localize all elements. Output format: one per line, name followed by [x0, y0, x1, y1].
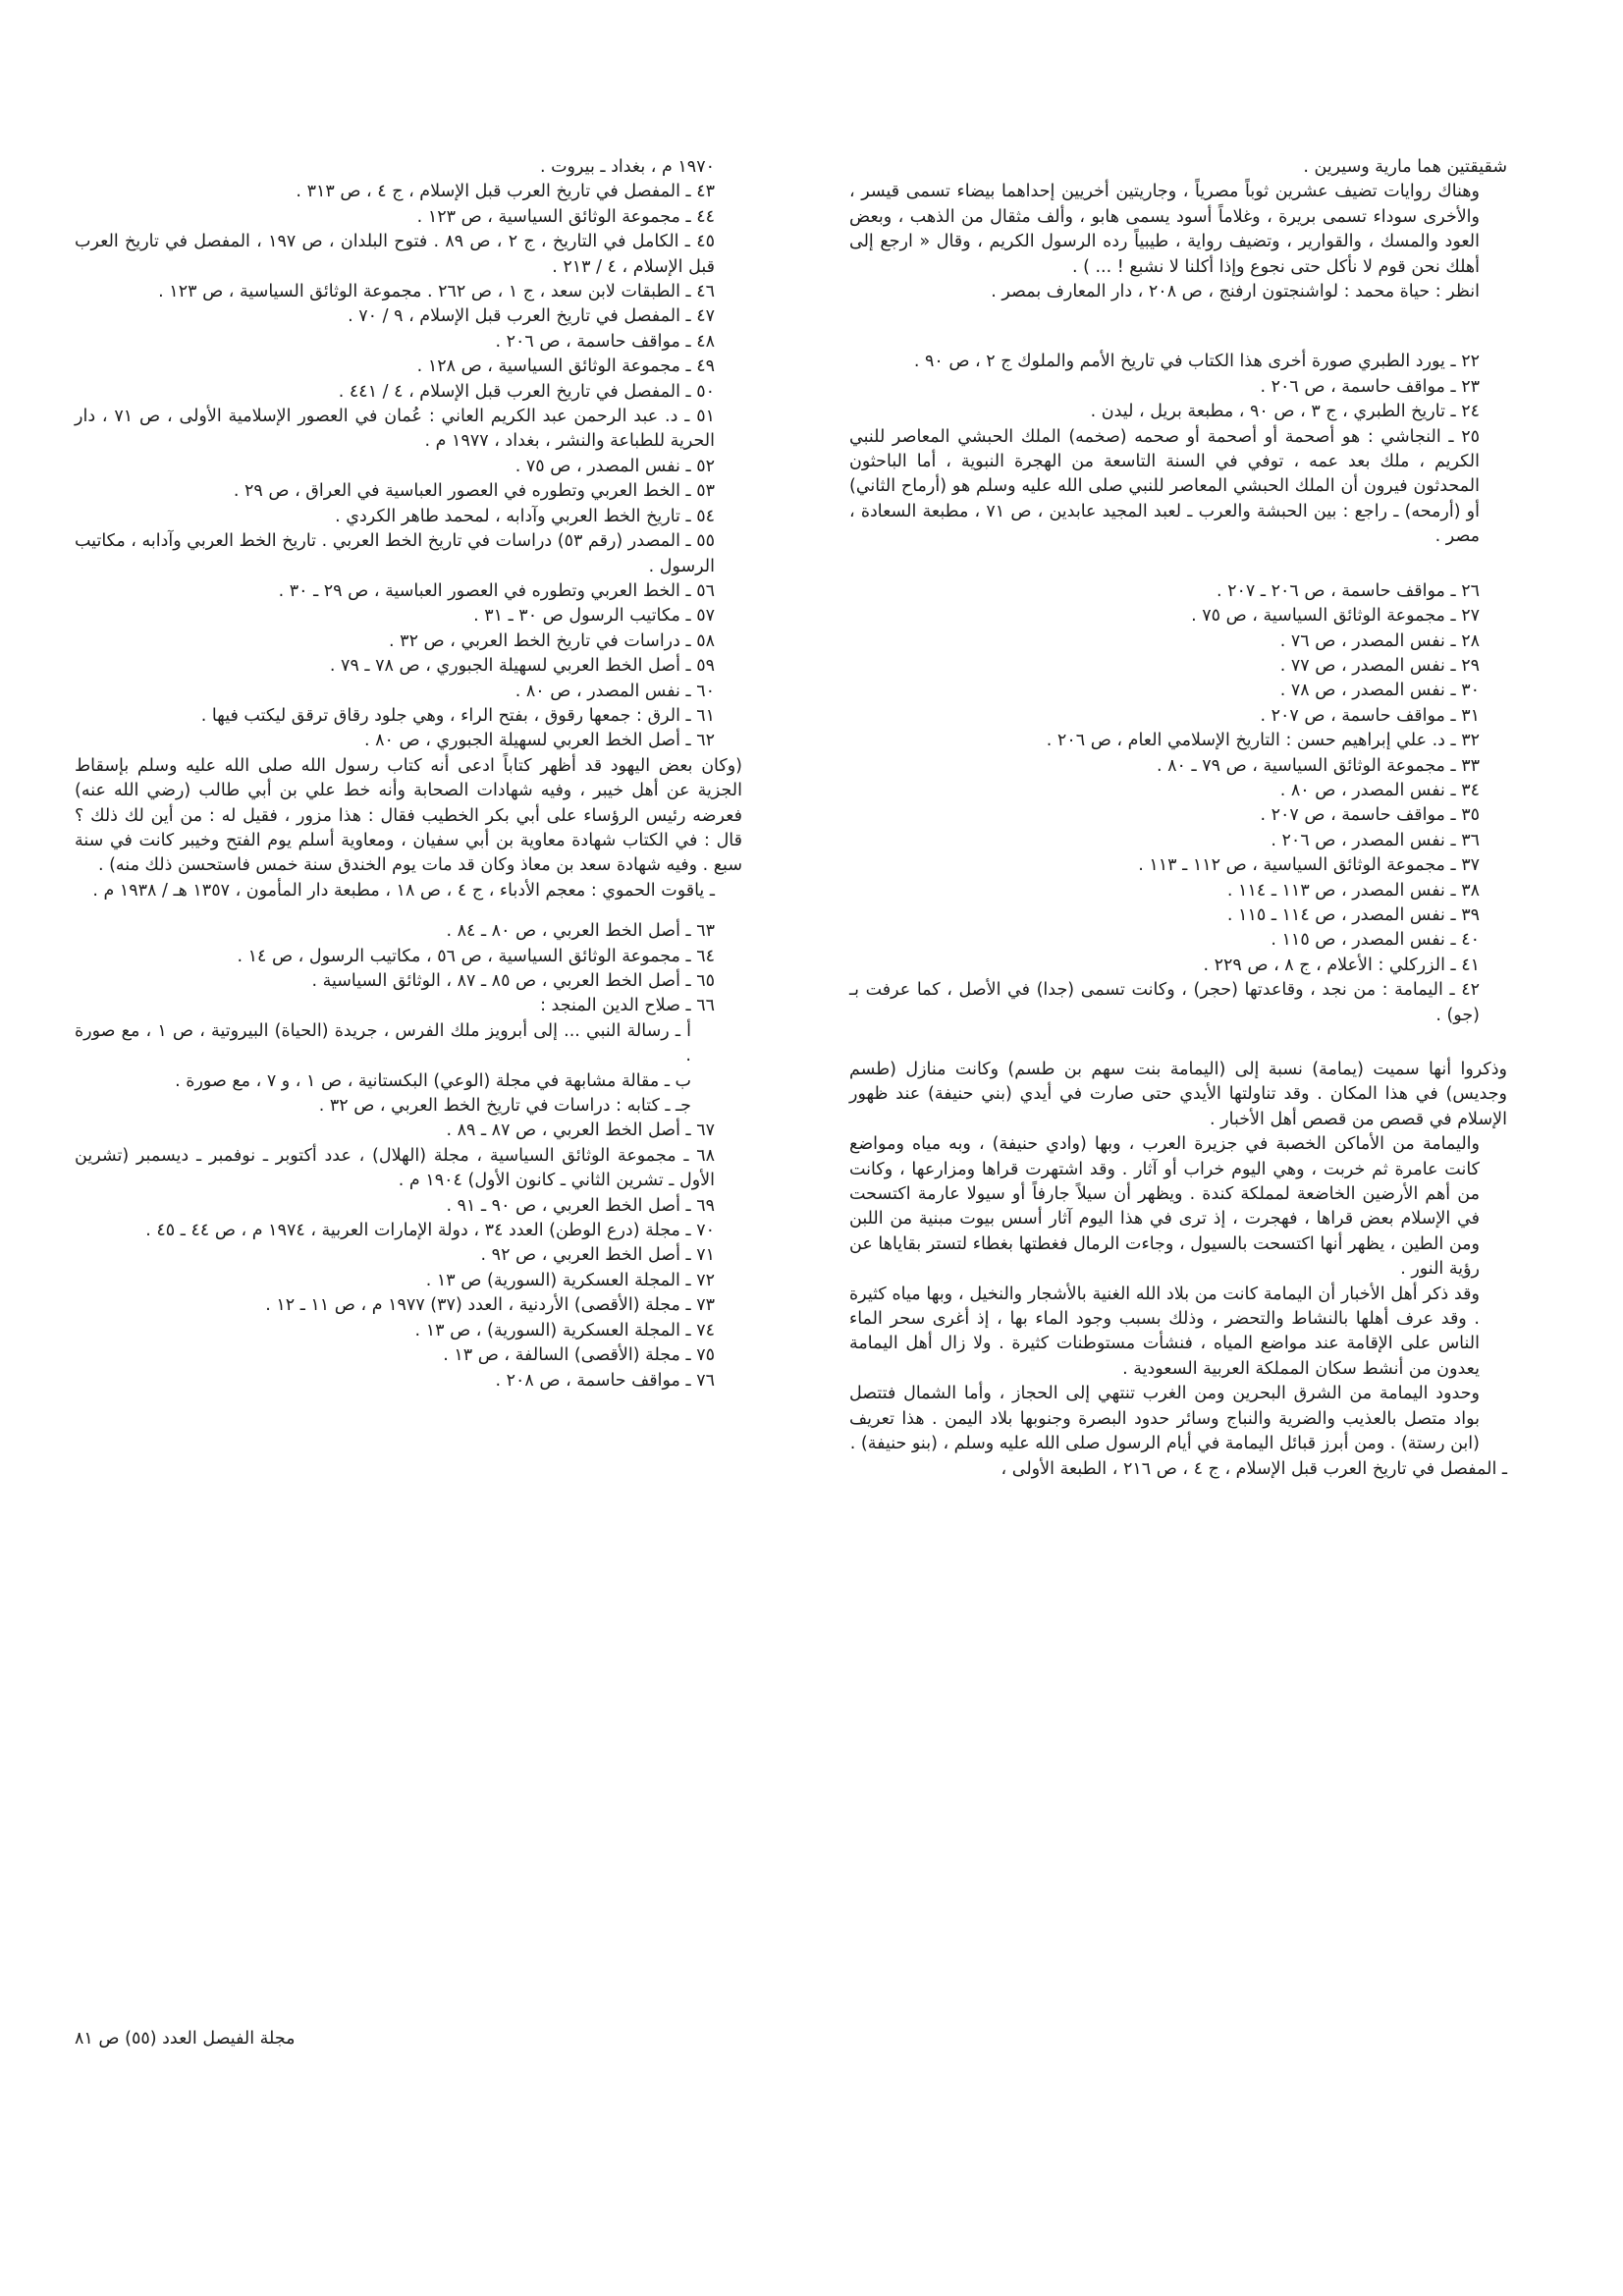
footnote: ٤٤ ـ مجموعة الوثائق السياسية ، ص ١٢٣ . [416, 206, 715, 227]
yamama-paragraph: وحدود اليمامة من الشرق البحرين ومن الغرب تنتهي إلى الحجاز ، وأما الشمال فتتصل بواد متصل بالعذيب والضرية والنباج وسائر حدود البصرة وجنوبها بلاد اليمن . هذا تعريف (ابن رستة) . ومن أبرز قبائل اليمامة في أيام الرسول صلى الله عليه وسلم ، (بنو حنيفة) . [849, 1384, 1480, 1454]
footnote: ٣٤ ـ نفس المصدر ، ص ٨٠ . [1279, 780, 1480, 800]
footnote: ٥٤ ـ تاريخ الخط العربي وآدابه ، لمحمد طاهر الكردي . [335, 506, 715, 526]
footnote: ٥٩ ـ أصل الخط العربي لسهيلة الجبوري ، ص ٧٨ ـ ٧٩ . [329, 656, 715, 677]
footnote: ٣٣ ـ مجموعة الوثائق السياسية ، ص ٧٩ ـ ٨٠ . [1156, 755, 1480, 776]
footnote: ٣٧ ـ مجموعة الوثائق السياسية ، ص ١١٢ ـ ١١٣ . [1138, 855, 1480, 876]
footnote: ٦٦ ـ صلاح الدين المنجد : [540, 996, 715, 1016]
footnote: ٥١ ـ د. عبد الرحمن عبد الكريم العاني : عُمان في العصور الإسلامية الأولى ، ص ٧١ ، دار الحرية للطباعة والنشر ، بغداد ، ١٩٧٧ م . [75, 407, 715, 452]
yamama-paragraph: واليمامة من الأماكن الخصبة في جزيرة العرب ، وبها (وادي حنيفة) ، وبه مياه ومواضع كانت عامرة ثم خربت ، وهي اليوم خراب أو آثار . وقد اشتهرت قراها ومزارعها ، وكانت من أهم الأرضين الخاضعة لمملكة كندة . ويظهر أن سيلاً جارفاً أو سيولا عارمة اكتسحت في الإسلام بعض قراها ، فهجرت ، إذ ترى في هذا اليوم آثار أسس بيوت مبنية من اللبن ومن الطين ، يظهر أنها اكتسحت بالسيول ، وجاءت الرمال فغطتها بغطاء لتستر بقاياها عن رؤية النور . [849, 1134, 1480, 1280]
footnote: ٢٧ ـ مجموعة الوثائق السياسية ، ص ٧٥ . [1191, 606, 1480, 627]
footnote: ٦٨ ـ مجموعة الوثائق السياسية ، مجلة (الهلال) ، عدد أكتوبر ـ نوفمبر ـ ديسمبر (تشرين الأول ـ تشرين الثاني ـ كانون الأول) ١٩٠٤ م . [75, 1145, 715, 1191]
footnote: ٦٧ ـ أصل الخط العربي ، ص ٨٧ ـ ٨٩ . [446, 1121, 715, 1141]
footnote: ٣٩ ـ نفس المصدر ، ص ١١٤ ـ ١١٥ . [1226, 904, 1480, 925]
yamama-paragraph: وقد ذكر أهل الأخبار أن اليمامة كانت من بلاد الله الغنية بالأشجار والنخيل ، وبها مياه كثيرة . وقد عرف أهلها بالنشاط والتحضر ، وذلك بسبب وجود الماء بها ، إذ أغرى سحر الماء الناس على الإقامة عند مواضع المياه ، فنشأت مستوطنات كثيرة . ولا زال أهل اليمامة يعدون من أنشط سكان المملكة العربية السعودية . [849, 1284, 1480, 1379]
footnote: ٢٤ ـ تاريخ الطبري ، ج ٣ ، ص ٩٠ ، مطبعة بريل ، ليدن . [1090, 402, 1480, 422]
sub-footnote: أ ـ رسالة النبي ... إلى أبرويز ملك الفرس ، جريدة (الحياة) البيروتية ، ص ١ ، مع صورة . [75, 1020, 691, 1066]
footnote: ٧١ ـ أصل الخط العربي ، ص ٩٢ . [480, 1245, 715, 1266]
footnote: ٧٥ ـ مجلة (الأقصى) السالفة ، ص ١٣ . [443, 1345, 715, 1366]
footnote: ٦١ ـ الرق : جمعها رقوق ، بفتح الراء ، وهي جلود رقاق ترقق ليكتب فيها . [200, 705, 715, 726]
footnote: ٤٨ ـ مواقف حاسمة ، ص ٢٠٦ . [495, 331, 715, 352]
footnote: ٤١ ـ الزركلي : الأعلام ، ج ٨ ، ص ٢٢٩ . [1203, 955, 1480, 975]
footnote: ٢٥ ـ النجاشي : هو أصحمة أو أصحمة أو صحمه (صخمه) الملك الحبشي المعاصر للنبي الكريم ، ملك بعد عمه ، توفي في السنة التاسعة من الهجرة النبوية ، أما الباحثون المحدثون فيرون أن الملك الحبشي المعاصر للنبي صلى الله عليه وسلم هو (أرماح الثاني) أو (أرمحه) ـ راجع : بين الحبشة والعرب ـ لعبد المجيد عابدين ، ص ٧١ ، مطبعة السعادة ، مصر . [849, 426, 1480, 547]
footnote: ٦٤ ـ مجموعة الوثائق السياسية ، ص ٥٦ ، مكاتيب الرسول ، ص ١٤ . [237, 946, 715, 966]
left-column [75, 155, 742, 1394]
footnote: ٣٨ ـ نفس المصدر ، ص ١١٣ ـ ١١٤ . [1226, 880, 1480, 901]
footnote: ٤٦ ـ الطبقات لابن سعد ، ج ١ ، ص ٢٦٢ . مجموعة الوثائق السياسية ، ص ١٢٣ . [158, 282, 715, 302]
footnote: ٥٠ ـ المفصل في تاريخ العرب قبل الإسلام ، ٤ / ٤٤١ . [338, 381, 715, 402]
footnote: ٥٧ ـ مكاتيب الرسول ص ٣٠ ـ ٣١ . [473, 606, 715, 627]
footnote: ٤٠ ـ نفس المصدر ، ص ١١٥ . [1271, 930, 1480, 951]
footnote: ٦٢ ـ أصل الخط العربي لسهيلة الجبوري ، ص ٨٠ . [363, 731, 715, 751]
intro-line: شقيقتين هما مارية وسيرين . [1303, 157, 1507, 177]
footnote: ٥٦ ـ الخط العربي وتطوره في العصور العباسية ، ص ٢٩ ـ ٣٠ . [278, 580, 715, 601]
footnote: ٧٢ ـ المجلة العسكرية (السورية) ص ١٣ . [425, 1270, 715, 1290]
footnote: ٥٣ ـ الخط العربي وتطوره في العصور العباسية في العراق ، ص ٢٩ . [233, 481, 715, 502]
page-footer: مجلة الفيصل العدد (٥٥) ص ٨١ [75, 2029, 296, 2049]
footnote: ٤٣ ـ المفصل في تاريخ العرب قبل الإسلام ، ج ٤ ، ص ٣١٣ . [296, 182, 715, 202]
footnote: ٢٨ ـ نفس المصدر ، ص ٧٦ . [1279, 630, 1480, 651]
footnote: ٧٣ ـ مجلة (الأقصى) الأردنية ، العدد (٣٧) ١٩٧٧ م ، ص ١١ ـ ١٢ . [265, 1295, 715, 1316]
quotation-reference: ـ ياقوت الحموي : معجم الأدباء ، ج ٤ ، ص ١٨ ، مطبعة دار المأمون ، ١٣٥٧ هـ / ١٩٣٨ م . [92, 880, 715, 901]
footnote: ٣٠ ـ نفس المصدر ، ص ٧٨ . [1279, 681, 1480, 701]
footnote: ٣٢ ـ د. علي إبراهيم حسن : التاريخ الإسلامي العام ، ص ٢٠٦ . [1046, 731, 1480, 751]
quotation-paragraph: (وكان بعض اليهود قد أظهر كتاباً ادعى أنه كتاب رسول الله صلى الله عليه وسلم بإسقاط الجزية عن أهل خيبر ، وفيه شهادات الصحابة وأنه خط علي بن أبي طالب (رضي الله عنه) فعرضه رئيس الرؤساء على أبي بكر الخطيب فقال : هذا مزور ، فقيل له : من أين لك ذلك ؟ قال : في الكتاب شهادة معاوية بن أبي سفيان ، ومعاوية أسلم يوم الفتح وخيبر كانت في سنة سبع . وفيه شهادة سعد بن معاذ وكان قد مات يوم الخندق سنة خمس فاستحسن ذلك منه) . [75, 755, 742, 876]
footnote: ٤٧ ـ المفصل في تاريخ العرب قبل الإسلام ، ٩ / ٧٠ . [348, 306, 715, 327]
footnote: ٧٠ ـ مجلة (درع الوطن) العدد ٣٤ ، دولة الإمارات العربية ، ١٩٧٤ م ، ص ٤٤ ـ ٤٥ . [145, 1221, 715, 1241]
footnote: ٦٠ ـ نفس المصدر ، ص ٨٠ . [514, 681, 715, 701]
footnote: ٤٥ ـ الكامل في التاريخ ، ج ٢ ، ص ٨٩ . فتوح البلدان ، ص ١٩٧ ، المفصل في تاريخ العرب قبل الإسلام ، ٤ / ٢١٣ . [75, 232, 715, 277]
footnote: ٣٦ ـ نفس المصدر ، ص ٢٠٦ . [1271, 830, 1480, 850]
footnote: ٥٥ ـ المصدر (رقم ٥٣) دراسات في تاريخ الخط العربي . تاريخ الخط العربي وآدابه ، مكاتيب الرسول . [74, 531, 715, 576]
footnote: ٢٢ ـ يورد الطبري صورة أخرى هذا الكتاب في تاريخ الأمم والملوك ج ٢ ، ص ٩٠ . [913, 352, 1480, 372]
footnote: ٢٩ ـ نفس المصدر ، ص ٧٧ . [1279, 655, 1480, 676]
footnote: ٧٦ ـ مواقف حاسمة ، ص ٢٠٨ . [495, 1370, 715, 1391]
right-column [849, 155, 1507, 1482]
footnote: ٢٣ ـ مواقف حاسمة ، ص ٢٠٦ . [1260, 376, 1480, 397]
footnote: ٦٥ ـ أصل الخط العربي ، ص ٨٥ ـ ٨٧ ، الوثائق السياسية . [311, 971, 715, 991]
footnote: ٦٣ ـ أصل الخط العربي ، ص ٨٠ ـ ٨٤ . [446, 921, 715, 942]
sub-footnote: جـ ـ كتابه : دراسات في تاريخ الخط العربي ، ص ٣٢ . [318, 1096, 691, 1117]
footnote: ٧٤ ـ المجلة العسكرية (السورية) ، ص ١٣ . [414, 1320, 715, 1340]
footnote: ١٩٧٠ م ، بغداد ـ بيروت . [539, 157, 715, 177]
footnote: ٤٩ ـ مجموعة الوثائق السياسية ، ص ١٢٨ . [416, 356, 715, 377]
sub-footnote: ب ـ مقالة مشابهة في مجلة (الوعي) البكستانية ، ص ١ ، و ٧ ، مع صورة . [175, 1070, 691, 1091]
intro-paragraph: وهناك روايات تضيف عشرين ثوباً مصرياً ، وجاريتين أخريين إحداهما بيضاء تسمى قيسر ، والأخرى سوداء تسمى بريرة ، وغلاماً أسود يسمى هابو ، وألف مثقال من الذهب ، وبعض العود والمسك ، والقوارير ، وتضيف رواية ، طيبياً رده الرسول الكريم ، وقال « ارجع إلى أهلك نحن قوم لا نأكل حتى نجوع وإذا أكلنا لا نشبع ! ... ) . [849, 182, 1480, 277]
footnote: ٦٩ ـ أصل الخط العربي ، ص ٩٠ ـ ٩١ . [446, 1195, 715, 1216]
footnote: ٢٦ ـ مواقف حاسمة ، ص ٢٠٦ ـ ٢٠٧ . [1216, 580, 1480, 601]
footnote: ٥٢ ـ نفس المصدر ، ص ٧٥ . [514, 456, 715, 476]
footnote: ٣١ ـ مواقف حاسمة ، ص ٢٠٧ . [1260, 705, 1480, 726]
intro-reference: انظر : حياة محمد : لواشنجتون ارفنج ، ص ٢٠٨ ، دار المعارف بمصر . [991, 282, 1480, 302]
footnote: ٤٢ ـ اليمامة : من نجد ، وقاعدتها (حجر) ، وكانت تسمى (جدا) في الأصل ، كما عرفت بـ (جو) . [849, 980, 1480, 1025]
footnote: ٥٨ ـ دراسات في تاريخ الخط العربي ، ص ٣٢ . [389, 630, 715, 651]
yamama-reference: ـ المفصل في تاريخ العرب قبل الإسلام ، ج ٤ ، ص ٢١٦ ، الطبعة الأولى ، [1001, 1458, 1507, 1479]
footnote: ٣٥ ـ مواقف حاسمة ، ص ٢٠٧ . [1260, 805, 1480, 826]
yamama-paragraph: وذكروا أنها سميت (يمامة) نسبة إلى (اليمامة بنت سهم بن طسم) وكانت منازل (طسم وجديس) في هذا المكان . وقد تناولتها الأيدي حتى صارت في أيدي (بني حنيفة) عند ظهور الإسلام في قصص من قصص أهل الأخبار . [849, 1060, 1507, 1129]
